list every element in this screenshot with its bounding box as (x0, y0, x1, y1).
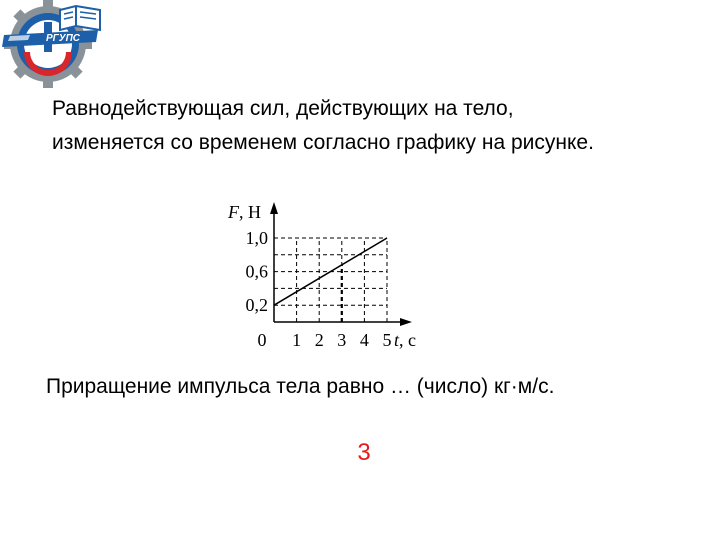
problem-line-1: Равнодействующая сил, действующих на тело, (52, 97, 514, 120)
force-time-graph (222, 196, 432, 376)
logo-text: РГУПС (46, 33, 80, 44)
chart-grid (274, 238, 387, 322)
x-tick-label: 2 (314, 330, 324, 350)
answer-value: 3 (357, 439, 371, 466)
problem-statement (52, 92, 712, 160)
x-axis-label: t, с (394, 330, 417, 350)
logo-emblem-icon (0, 0, 110, 90)
y-tick-label: 0,2 (245, 295, 268, 316)
y-axis-arrow-icon (270, 202, 278, 214)
y-tick-label: 0,6 (245, 261, 268, 282)
problem-line-2: изменяется со временем согласно графику на рисунке. (52, 131, 594, 154)
chart-series (274, 238, 387, 322)
university-logo (0, 0, 110, 90)
question-text: Приращение импульса тела равно … (число) кг·м/с. (46, 375, 555, 398)
y-tick-label: 1,0 (245, 228, 268, 248)
y-axis-label: F, Н (228, 202, 261, 222)
x-tick-label: 5 (382, 330, 392, 350)
x-tick-label: 3 (337, 330, 347, 350)
x-tick-label: 1 (292, 330, 302, 350)
x-tick-label: 4 (359, 330, 369, 350)
chart-labels (227, 202, 416, 350)
origin-label: 0 (257, 330, 267, 350)
x-axis-arrow-icon (400, 318, 412, 326)
